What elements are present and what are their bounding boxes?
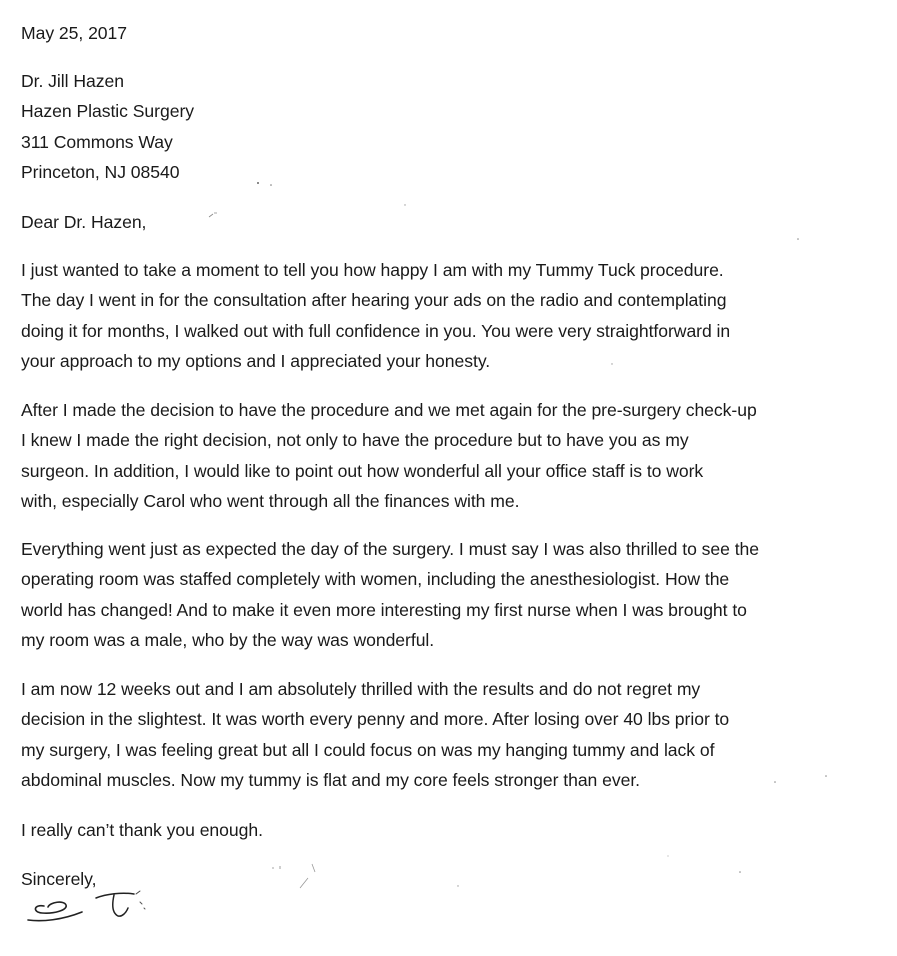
paragraph-line: your approach to my options and I appreciated your honesty. [21,350,491,371]
thanks-line: I really can’t thank you enough. [21,820,263,840]
paragraph-line: operating room was staffed completely with women, including the anesthesiologist. How the [21,569,730,590]
paragraph-line: I am now 12 weeks out and I am absolutely thrilled with the results and do not regret my [21,679,701,699]
salutation: Dear Dr. Hazen, [21,212,147,232]
paragraph-line: surgeon. In addition, I would like to point out how wonderful all your office staff is to work [21,460,704,481]
recipient-city-state-zip: Princeton, NJ 08540 [21,161,180,182]
paragraph-line: doing it for months, I walked out with full confidence in you. You were very straightforward in [21,320,731,341]
closing-line: Sincerely, [21,869,97,889]
paragraph-1 [21,255,730,376]
paragraph-line: The day I went in for the consultation after hearing your ads on the radio and contemplating [21,290,727,311]
recipient-name: Dr. Jill Hazen [21,71,124,91]
paragraph-line: my surgery, I was feeling great but all I could focus on was my hanging tummy and lack of [21,739,715,760]
paragraph-3 [21,534,759,655]
paragraph-line: Everything went just as expected the day of the surgery. I must say I was also thrilled to see the [21,539,759,559]
paragraph-4 [21,674,729,795]
handwritten-signature [22,880,162,932]
paragraph-line: decision in the slightest. It was worth every penny and more. After losing over 40 lbs prior to [21,709,730,730]
recipient-street: 311 Commons Way [21,131,173,152]
paragraph-line: abdominal muscles. Now my tummy is flat and my core feels stronger than ever. [21,769,641,790]
paragraph-line: world has changed! And to make it even more interesting my first nurse when I was brought to [21,599,747,620]
recipient-practice: Hazen Plastic Surgery [21,101,195,122]
letter-date: May 25, 2017 [21,23,128,43]
paragraph-line: my room was a male, who by the way was wonderful. [21,629,435,650]
recipient-address [21,66,194,187]
paragraph-2 [21,395,757,516]
paragraph-line: with, especially Carol who went through all the finances with me. [21,490,520,511]
paragraph-line: I knew I made the right decision, not only to have the procedure but to have you as my [21,430,689,451]
paragraph-line: After I made the decision to have the procedure and we met again for the pre-surgery check-up [21,400,757,420]
paragraph-line: I just wanted to take a moment to tell you how happy I am with my Tummy Tuck procedure. [21,260,724,280]
